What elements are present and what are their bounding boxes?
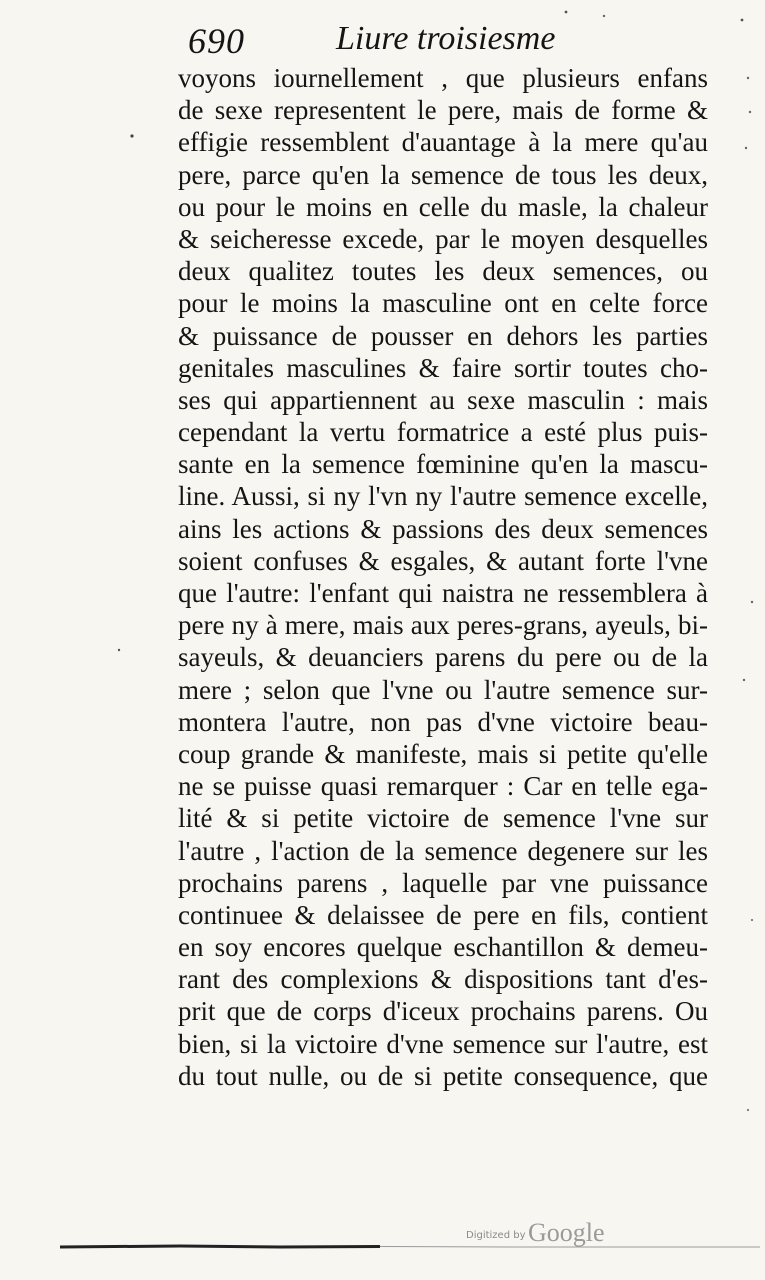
text-line: rant des complexions & dispositions tant d'es- — [178, 964, 708, 995]
text-line: & seicheresse excede, par le moyen desquelles — [178, 223, 708, 254]
speck — [749, 111, 751, 113]
speck — [118, 649, 120, 651]
text-line: deux qualitez toutes les deux semences, ou — [178, 256, 708, 287]
text-line: en soy encores quelque eschantillon & demeu- — [178, 932, 708, 963]
body-text — [178, 62, 708, 1092]
text-line: prochains parens , laquelle par vne puissance — [178, 867, 708, 898]
text-line: voyons iournellement , que plusieurs enfans — [178, 63, 708, 93]
text-line: line. Aussi, si ny l'vn ny l'autre semence excelle, — [178, 481, 708, 512]
text-line: soient confuses & esgales, & autant forte l'vne — [178, 545, 708, 576]
scan-edge-stroke — [60, 1246, 380, 1247]
text-line: & puissance de pousser en dehors les parties — [178, 320, 708, 351]
text-line: effigie ressemblent d'auantage à la mere qu'au — [178, 127, 708, 158]
speck — [747, 1109, 749, 1111]
text-line: continuee & delaissee de pere en fils, contient — [178, 899, 708, 930]
text-line: ses qui appartiennent au sexe masculin : mais — [178, 384, 708, 415]
running-head: Liure troisiesme — [336, 20, 556, 57]
speck — [751, 601, 753, 603]
speck — [743, 679, 745, 681]
watermark-prefix: Digitized by — [466, 1230, 526, 1241]
text-line: genitales masculines & faire sortir toutes cho- — [178, 352, 708, 383]
speck — [745, 147, 747, 149]
text-line: ains les actions & passions des deux semences — [178, 513, 708, 544]
speck — [603, 15, 605, 17]
page-bottom-edge — [60, 1242, 760, 1250]
text-line: ou pour le moins en celle du masle, la chaleur — [178, 191, 708, 222]
text-line: lité & si petite victoire de semence l'vne sur — [178, 803, 708, 834]
page-number: 690 — [188, 21, 245, 61]
google-logo: Google — [528, 1218, 605, 1247]
text-line: pere, parce qu'en la semence de tous les deux, — [178, 159, 708, 190]
text-line: que l'autre: l'enfant qui naistra ne ressemblera à — [178, 578, 708, 608]
text-line: pere ny à mere, mais aux peres-grans, ayeuls, bi- — [178, 610, 708, 641]
speck — [130, 134, 133, 137]
text-line: prit que de corps d'iceux prochains parens. Ou — [178, 996, 708, 1027]
text-line: sante en la semence fœminine qu'en la mascu- — [178, 449, 708, 480]
speck — [747, 77, 749, 79]
text-line: montera l'autre, non pas d'vne victoire beau- — [178, 706, 708, 737]
speck — [751, 919, 753, 921]
text-line: ne se puisse quasi remarquer : Car en telle ega- — [178, 771, 708, 802]
speck — [565, 11, 568, 14]
text-line: sayeuls, & deuanciers parens du pere ou de la — [178, 642, 708, 673]
text-line: mere ; selon que l'vne ou l'autre semence sur- — [178, 674, 708, 705]
text-line: bien, si la victoire d'vne semence sur l'autre, est — [178, 1028, 708, 1059]
text-line: de sexe representent le pere, mais de forme & — [178, 95, 708, 126]
text-line: du tout nulle, ou de si petite consequence, que — [178, 1060, 708, 1091]
speck — [741, 19, 744, 22]
digitized-by-watermark — [466, 1218, 626, 1250]
text-line: pour le moins la masculine ont en celte force — [178, 288, 708, 319]
page-header — [188, 18, 628, 66]
text-line: l'autre , l'action de la semence degenere sur les — [178, 835, 708, 866]
text-line: coup grande & manifeste, mais si petite qu'elle — [178, 738, 708, 769]
text-line: cependant la vertu formatrice a esté plus puis- — [178, 417, 708, 448]
